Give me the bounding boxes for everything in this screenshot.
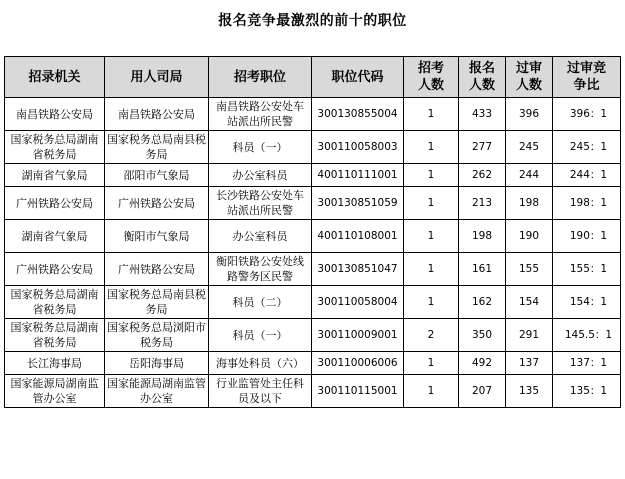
header-ratio: 过审竞争比 xyxy=(553,57,621,98)
cell-approved: 137 xyxy=(506,352,553,375)
cell-agency: 广州铁路公安局 xyxy=(5,253,105,286)
cell-ratio: 190：1 xyxy=(553,220,621,253)
cell-code: 300130851047 xyxy=(312,253,404,286)
cell-quota: 1 xyxy=(404,98,459,131)
header-approved: 过审人数 xyxy=(506,57,553,98)
cell-agency: 湖南省气象局 xyxy=(5,220,105,253)
cell-position: 长沙铁路公安处车站派出所民警 xyxy=(209,187,312,220)
cell-agency: 湖南省气象局 xyxy=(5,164,105,187)
cell-code: 300130855004 xyxy=(312,98,404,131)
cell-approved: 154 xyxy=(506,286,553,319)
cell-quota: 1 xyxy=(404,253,459,286)
cell-approved: 190 xyxy=(506,220,553,253)
table-row xyxy=(5,319,621,352)
cell-applicants: 433 xyxy=(459,98,506,131)
cell-applicants: 277 xyxy=(459,131,506,164)
cell-ratio: 198：1 xyxy=(553,187,621,220)
cell-agency: 国家能源局湖南监管办公室 xyxy=(5,375,105,408)
cell-approved: 291 xyxy=(506,319,553,352)
cell-agency: 国家税务总局湖南省税务局 xyxy=(5,319,105,352)
table-row xyxy=(5,131,621,164)
cell-approved: 245 xyxy=(506,131,553,164)
cell-ratio: 245：1 xyxy=(553,131,621,164)
cell-bureau: 国家税务总局南县税务局 xyxy=(105,131,209,164)
cell-bureau: 国家税务总局南县税务局 xyxy=(105,286,209,319)
cell-position: 科员（二） xyxy=(209,286,312,319)
cell-ratio: 135：1 xyxy=(553,375,621,408)
cell-code: 300110058004 xyxy=(312,286,404,319)
cell-applicants: 492 xyxy=(459,352,506,375)
cell-position: 办公室科员 xyxy=(209,164,312,187)
cell-applicants: 207 xyxy=(459,375,506,408)
cell-position: 海事处科员（六） xyxy=(209,352,312,375)
cell-quota: 1 xyxy=(404,375,459,408)
cell-bureau: 衡阳市气象局 xyxy=(105,220,209,253)
cell-bureau: 国家能源局湖南监管办公室 xyxy=(105,375,209,408)
header-agency: 招录机关 xyxy=(5,57,105,98)
cell-code: 400110111001 xyxy=(312,164,404,187)
table-row xyxy=(5,375,621,408)
table-row xyxy=(5,286,621,319)
cell-quota: 1 xyxy=(404,164,459,187)
cell-code: 300110058003 xyxy=(312,131,404,164)
cell-ratio: 396：1 xyxy=(553,98,621,131)
table-row xyxy=(5,164,621,187)
header-quota: 招考人数 xyxy=(404,57,459,98)
cell-applicants: 198 xyxy=(459,220,506,253)
cell-ratio: 155：1 xyxy=(553,253,621,286)
table-row xyxy=(5,220,621,253)
table-row xyxy=(5,352,621,375)
cell-quota: 1 xyxy=(404,220,459,253)
cell-quota: 2 xyxy=(404,319,459,352)
cell-ratio: 154：1 xyxy=(553,286,621,319)
cell-position: 科员（一） xyxy=(209,131,312,164)
cell-bureau: 岳阳海事局 xyxy=(105,352,209,375)
cell-code: 300110115001 xyxy=(312,375,404,408)
ranking-table xyxy=(4,56,621,408)
cell-quota: 1 xyxy=(404,286,459,319)
cell-position: 行业监管处主任科员及以下 xyxy=(209,375,312,408)
cell-agency: 南昌铁路公安局 xyxy=(5,98,105,131)
cell-approved: 244 xyxy=(506,164,553,187)
cell-code: 300110009001 xyxy=(312,319,404,352)
cell-ratio: 137：1 xyxy=(553,352,621,375)
cell-approved: 135 xyxy=(506,375,553,408)
cell-position: 科员（一） xyxy=(209,319,312,352)
table-row xyxy=(5,187,621,220)
cell-bureau: 广州铁路公安局 xyxy=(105,187,209,220)
cell-approved: 198 xyxy=(506,187,553,220)
cell-applicants: 161 xyxy=(459,253,506,286)
header-bureau: 用人司局 xyxy=(105,57,209,98)
cell-agency: 广州铁路公安局 xyxy=(5,187,105,220)
header-applicants: 报名人数 xyxy=(459,57,506,98)
cell-agency: 长江海事局 xyxy=(5,352,105,375)
cell-applicants: 213 xyxy=(459,187,506,220)
cell-code: 300130851059 xyxy=(312,187,404,220)
cell-quota: 1 xyxy=(404,187,459,220)
cell-position: 南昌铁路公安处车站派出所民警 xyxy=(209,98,312,131)
cell-bureau: 国家税务总局浏阳市税务局 xyxy=(105,319,209,352)
page-title: 报名竞争最激烈的前十的职位 xyxy=(218,13,407,29)
header-position: 招考职位 xyxy=(209,57,312,98)
cell-approved: 155 xyxy=(506,253,553,286)
cell-code: 300110006006 xyxy=(312,352,404,375)
table-row xyxy=(5,98,621,131)
cell-applicants: 262 xyxy=(459,164,506,187)
cell-quota: 1 xyxy=(404,131,459,164)
header-code: 职位代码 xyxy=(312,57,404,98)
cell-bureau: 邵阳市气象局 xyxy=(105,164,209,187)
cell-bureau: 广州铁路公安局 xyxy=(105,253,209,286)
cell-agency: 国家税务总局湖南省税务局 xyxy=(5,286,105,319)
cell-position: 办公室科员 xyxy=(209,220,312,253)
table-header-row xyxy=(5,57,621,98)
cell-position: 衡阳铁路公安处线路警务区民警 xyxy=(209,253,312,286)
cell-applicants: 350 xyxy=(459,319,506,352)
table-row xyxy=(5,253,621,286)
cell-agency: 国家税务总局湖南省税务局 xyxy=(5,131,105,164)
cell-ratio: 244：1 xyxy=(553,164,621,187)
cell-approved: 396 xyxy=(506,98,553,131)
cell-applicants: 162 xyxy=(459,286,506,319)
cell-ratio: 145.5：1 xyxy=(553,319,621,352)
cell-quota: 1 xyxy=(404,352,459,375)
cell-code: 400110108001 xyxy=(312,220,404,253)
cell-bureau: 南昌铁路公安局 xyxy=(105,98,209,131)
